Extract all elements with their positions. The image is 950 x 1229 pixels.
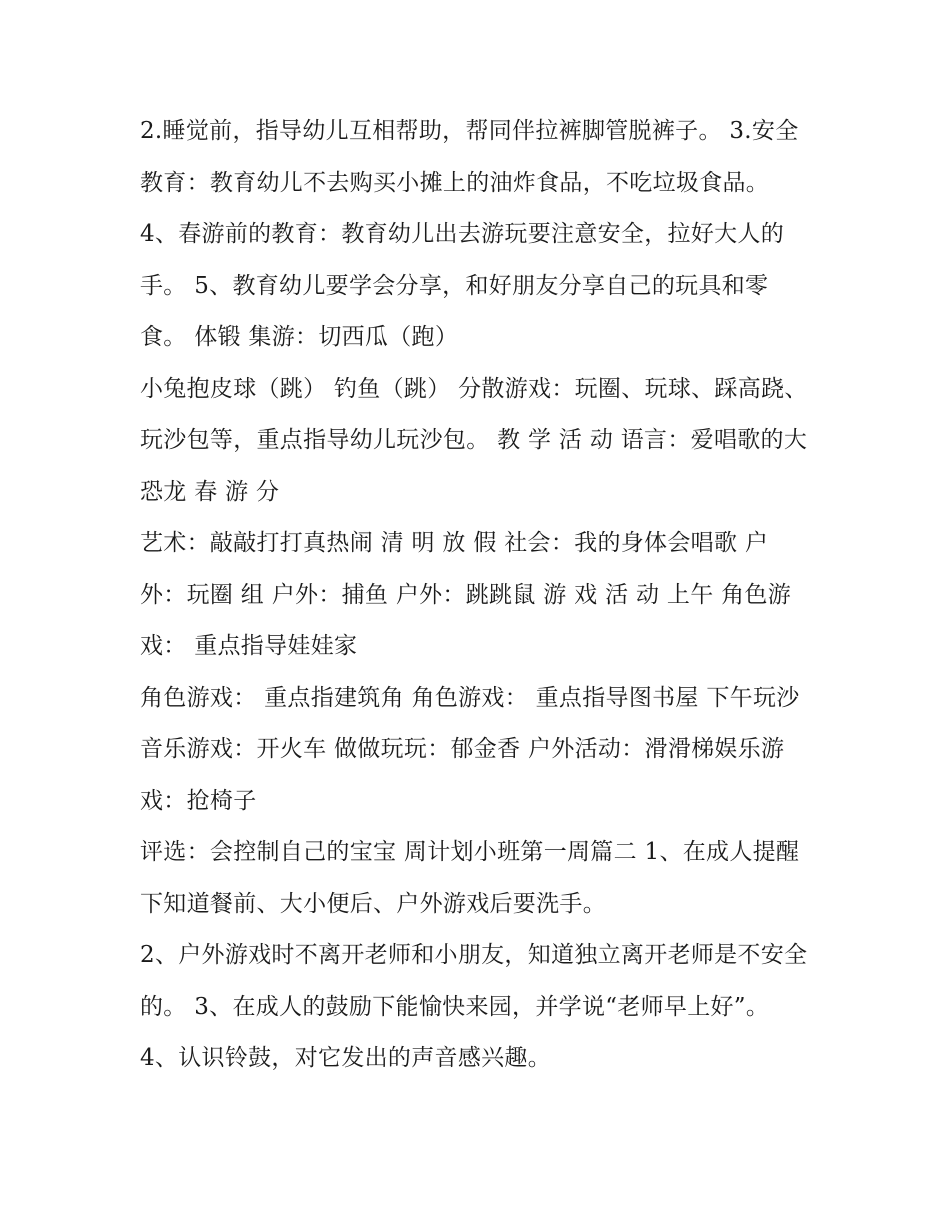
paragraph: 角色游戏： 重点指建筑角 角色游戏： 重点指导图书屋 下午玩沙 音乐游戏：开火车 做做玩玩：郁金香 户外活动：滑滑梯娱乐游戏：抢椅子 — [140, 684, 800, 814]
document-body — [140, 106, 812, 1085]
paragraph: 艺术：敲敲打打真热闹 清 明 放 假 社会：我的身体会唱歌 户外：玩圈 组 户外：捕鱼 户外：跳跳鼠 游 戏 活 动 上午 角色游戏： 重点指导娃娃家 — [140, 530, 791, 659]
paragraph: 2.睡觉前，指导幼儿互相帮助，帮同伴拉裤脚管脱裤子。 3.安全教育：教育幼儿不去购买小摊上的油炸食品，不吃垃圾食品。 — [140, 118, 799, 196]
paragraph: 2、户外游戏时不离开老师和小朋友，知道独立离开老师是不安全的。 3、在成人的鼓励下能愉快来园，并学说“老师早上好”。 4、认识铃鼓，对它发出的声音感兴趣。 — [140, 942, 808, 1071]
paragraph: 4、春游前的教育：教育幼儿出去游玩要注意安全，拉好大人的手。 5、教育幼儿要学会分享，和好朋友分享自己的玩具和零食。 体锻 集游：切西瓜（跑） — [140, 221, 785, 350]
paragraph: 评选：会控制自己的宝宝 周计划小班第一周篇二 1、在成人提醒下知道餐前、大小便后、户外游戏后要洗手。 — [140, 839, 800, 917]
paragraph: 小兔抱皮球（跳） 钓鱼（跳） 分散游戏：玩圈、玩球、踩高跷、玩沙包等，重点指导幼儿玩沙包。 教 学 活 动 语言：爱唱歌的大恐龙 春 游 分 — [140, 375, 808, 505]
